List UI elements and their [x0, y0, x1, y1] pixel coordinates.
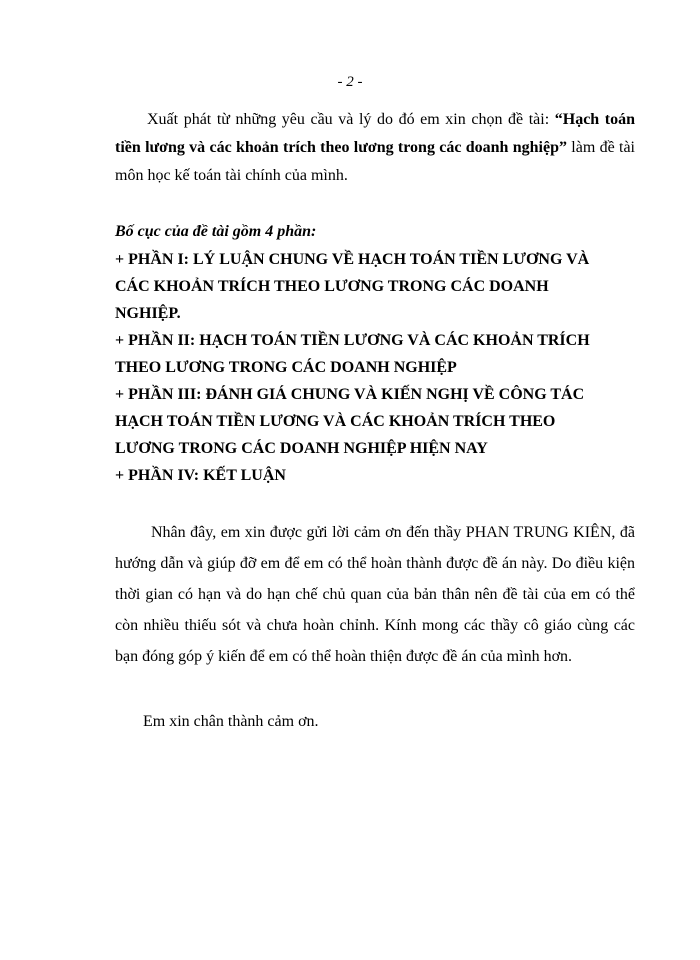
outline-item-part-2	[115, 327, 635, 381]
intro-paragraph	[115, 106, 635, 190]
outline-item-part-1	[115, 246, 635, 327]
outline-item-part-3	[115, 381, 635, 462]
outline-line: THEO LƯƠNG TRONG CÁC DOANH NGHIỆP	[115, 359, 457, 376]
page-number: - 2 -	[337, 74, 363, 90]
closing-line: Em xin chân thành cảm ơn.	[143, 713, 319, 730]
outline-line: + PHẦN I: LÝ LUẬN CHUNG VỀ HẠCH TOÁN TIỀN LƯƠNG VÀ	[115, 251, 590, 268]
outline-line: + PHẦN IV: KẾT LUẬN	[115, 467, 286, 484]
outline-line: + PHẦN III: ĐÁNH GIÁ CHUNG VÀ KIẾN NGHỊ VỀ CÔNG TÁC	[115, 386, 585, 403]
intro-suffix: làm đề tài môn học kế toán tài chính của mình.	[115, 139, 635, 184]
outline-line: + PHẦN II: HẠCH TOÁN TIỀN LƯƠNG VÀ CÁC KHOẢN TRÍCH	[115, 332, 590, 349]
outline-line: HẠCH TOÁN TIỀN LƯƠNG VÀ CÁC KHOẢN TRÍCH THEO	[115, 413, 556, 430]
page-content	[115, 106, 635, 736]
intro-prefix: Xuất phát từ những yêu cầu và lý do đó em xin chọn đề tài:	[147, 111, 555, 128]
thanks-paragraph: Nhân đây, em xin được gửi lời cảm ơn đến thầy PHAN TRUNG KIÊN, đã hướng dẫn và giúp đỡ em để em có thể hoàn thành được đề án này. Do điều kiện thời gian có hạn và do hạn chế chủ quan của bản thân nên đề tài của em có thể còn nhiều thiếu sót và chưa hoàn chỉnh. Kính mong các thầy cô giáo cùng các bạn đóng góp ý kiến để em có thể hoàn thiện được đề án của mình hơn.	[115, 524, 635, 665]
outline-line: CÁC KHOẢN TRÍCH THEO LƯƠNG TRONG CÁC DOANH	[115, 278, 549, 295]
outline-item-part-4	[115, 462, 635, 489]
outline-line: NGHIỆP.	[115, 305, 181, 322]
outline-list	[115, 246, 635, 489]
thesis-title: “Hạch toán tiền lương và các khoản trích theo lương trong các doanh nghiệp”	[115, 111, 636, 156]
outline-heading: Bố cục của đề tài gồm 4 phần:	[115, 223, 317, 240]
outline-line: LƯƠNG TRONG CÁC DOANH NGHIỆP HIỆN NAY	[115, 440, 488, 457]
